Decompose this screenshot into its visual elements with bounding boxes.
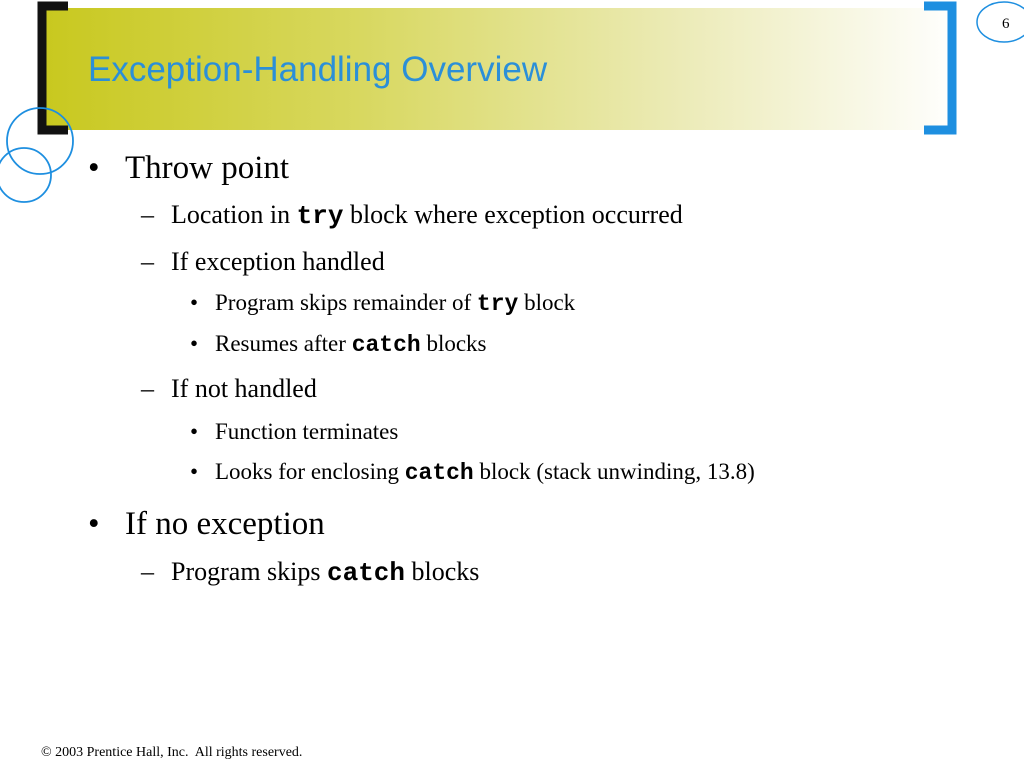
bullet-text: If no exception: [125, 506, 325, 542]
bullet-text-before: Program skips: [171, 557, 327, 586]
code-keyword: catch: [351, 332, 421, 358]
code-keyword: try: [476, 291, 519, 317]
bullet-text-before: Resumes after: [215, 331, 352, 356]
bullet-marker: •: [190, 290, 199, 315]
code-keyword: catch: [327, 558, 406, 588]
copyright-icon: ©: [41, 745, 52, 760]
bullet-text-before: Location in: [171, 200, 297, 229]
bullet-level1: [88, 504, 325, 544]
deco-circle-bottom: [0, 148, 51, 202]
dash-marker: –: [141, 374, 154, 403]
bullet-marker: •: [190, 419, 199, 444]
bullet-text-before: Program skips remainder of: [215, 290, 477, 315]
bullet-text-after: block (stack unwinding, 13.8): [473, 459, 755, 484]
code-keyword: try: [296, 201, 344, 231]
bullet-text-before: Looks for enclosing: [215, 459, 405, 484]
bullet-level3: [190, 330, 487, 359]
copyright-text: 2003 Prentice Hall, Inc. All rights reserved.: [51, 745, 303, 760]
bullet-text: If not handled: [171, 374, 317, 403]
bullet-text-after: block: [518, 290, 576, 315]
bullet-level2: [141, 199, 683, 232]
bullet-text-after: blocks: [405, 557, 480, 586]
dash-marker: –: [141, 557, 154, 586]
bullet-text: If exception handled: [171, 247, 385, 276]
bullet-text-after: block where exception occurred: [343, 200, 683, 229]
dash-marker: –: [141, 247, 154, 276]
code-keyword: catch: [404, 460, 474, 486]
bullet-level2: [141, 246, 385, 278]
right-bracket-shape: [924, 6, 952, 130]
bullet-marker: •: [190, 331, 199, 356]
bullet-level3: [190, 458, 755, 487]
bullet-text-after: blocks: [420, 331, 487, 356]
slide-number: 6: [1002, 16, 1010, 32]
bullet-level2: [141, 556, 479, 589]
bullet-level2: [141, 373, 317, 405]
bullet-text: Function terminates: [215, 419, 399, 444]
bullet-text: Throw point: [125, 150, 290, 186]
bullet-level3: [190, 418, 398, 446]
bullet-marker: •: [190, 459, 199, 484]
bullet-marker: •: [88, 150, 100, 186]
copyright-footer: [41, 743, 302, 763]
dash-marker: –: [141, 200, 154, 229]
bullet-level1: [88, 148, 289, 188]
bullet-marker: •: [88, 506, 100, 542]
bullet-level3: [190, 289, 575, 318]
slide-title: Exception-Handling Overview: [88, 50, 548, 89]
